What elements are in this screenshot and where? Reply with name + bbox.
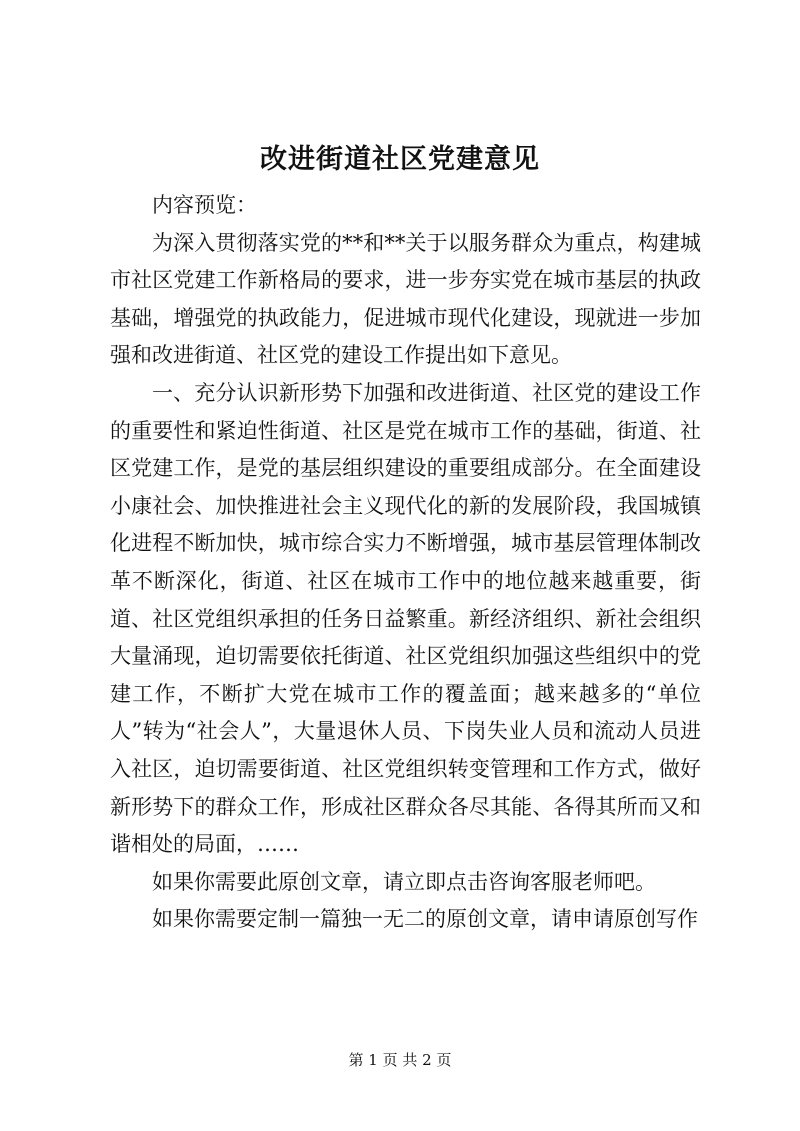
paragraph-section-one: 一、充分认识新形势下加强和改进街道、社区党的建设工作的重要性和紧迫性街道、社区是党在城市工作的基础，街道、社区党建工作，是党的基层组织建设的重要组成部分。在全面建设小康社会、加快推进社会主义现代化的新的发展阶段，我国城镇化进程不断加快，城市综合实力不断增强，城市基层管理体制改革不断深化，街道、社区在城市工作中的地位越来越重要，街道、社区党组织承担的任务日益繁重。新经济组织、新社会组织大量涌现，迫切需要依托街道、社区党组织加强这些组织中的党建工作，不断扩大党在城市工作的覆盖面；越来越多的“单位人”转为“社会人”，大量退休人员、下岗失业人员和流动人员进入社区，迫切需要街道、社区党组织转变管理和工作方式，做好新形势下的群众工作，形成社区群众各尽其能、各得其所而又和谐相处的局面，…… — [110, 380, 701, 857]
document-title: 改进街道社区党建意见 — [260, 144, 540, 175]
paragraph-consult-notice: 如果你需要此原创文章，请立即点击咨询客服老师吧。 — [152, 869, 656, 894]
document-body — [110, 187, 701, 939]
page-number-footer: 第 1 页 共 2 页 — [348, 1051, 452, 1069]
paragraph-custom-notice: 如果你需要定制一篇独一无二的原创文章，请申请原创写作 — [152, 907, 698, 932]
paragraph-intro: 为深入贯彻落实党的**和**关于以服务群众为重点，构建城市社区党建工作新格局的要求，进一步夯实党在城市基层的执政基础，增强党的执政能力，促进城市现代化建设，现就进一步加强和改进街道、社区党的建设工作提出如下意见。 — [110, 230, 701, 368]
preview-label: 内容预览： — [152, 193, 257, 217]
